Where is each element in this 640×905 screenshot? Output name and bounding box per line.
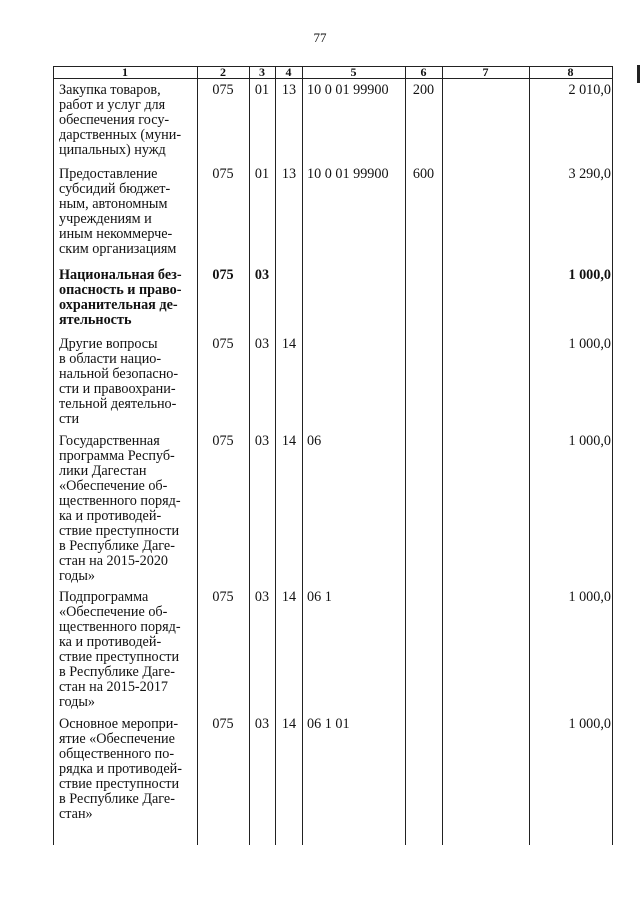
row-target-code: 06 1 xyxy=(307,589,332,605)
row-expense-type: 600 xyxy=(412,166,435,182)
row-target-code: 10 0 01 99900 xyxy=(307,82,389,98)
row-ministry-code: 075 xyxy=(212,166,234,182)
col-border xyxy=(53,66,54,845)
header-col-6: 6 xyxy=(420,65,427,79)
col-border xyxy=(442,66,443,845)
page-number: 77 xyxy=(313,30,327,45)
row-amount: 1 000,0 xyxy=(568,716,611,732)
row-ministry-code: 075 xyxy=(212,589,234,605)
row-ministry-code: 075 xyxy=(212,716,234,732)
row-subsection-code: 14 xyxy=(281,716,297,732)
row-subsection-code: 14 xyxy=(281,589,297,605)
row-name: Национальная без- опасность и право- охранительная де- ятельность xyxy=(59,267,182,328)
header-col-3: 3 xyxy=(259,65,265,79)
row-section-code: 03 xyxy=(254,336,270,352)
row-ministry-code: 075 xyxy=(212,336,234,352)
row-amount: 1 000,0 xyxy=(568,433,611,449)
row-target-code: 10 0 01 99900 xyxy=(307,166,389,182)
row-section-code: 01 xyxy=(254,166,270,182)
row-name: Государственная программа Респуб- лики Дагестан «Обеспечение об- щественного поряд- ка и противодей- ствие преступности в Республике Даге- стан на 2015-2020 годы» xyxy=(59,433,181,584)
row-amount: 1 000,0 xyxy=(568,589,611,605)
row-name: Другие вопросы в области нацио- нальной безопасно- сти и правоохрани- тельной деятельно- сти xyxy=(59,336,179,427)
row-amount: 2 010,0 xyxy=(568,82,611,98)
header-col-2: 2 xyxy=(220,65,226,79)
row-ministry-code: 075 xyxy=(212,82,234,98)
row-ministry-code: 075 xyxy=(212,433,234,449)
row-name: Основное меропри- ятие «Обеспечение общественного по- рядка и противодей- ствие преступности в Республике Даге- стан» xyxy=(59,716,183,822)
row-section-code: 03 xyxy=(254,267,270,283)
col-border xyxy=(612,66,613,845)
row-ministry-code: 075 xyxy=(212,267,234,283)
col-border xyxy=(302,66,303,845)
row-target-code: 06 xyxy=(307,433,322,449)
row-target-code: 06 1 01 xyxy=(307,716,350,732)
row-subsection-code: 14 xyxy=(281,336,297,352)
header-col-1: 1 xyxy=(122,65,128,79)
row-amount: 3 290,0 xyxy=(568,166,611,182)
row-section-code: 01 xyxy=(254,82,270,98)
row-name: Предоставление субсидий бюджет- ным, автономным учреждениям и иным некоммерче- ским организациям xyxy=(59,166,177,257)
row-amount: 1 000,0 xyxy=(568,267,611,283)
row-section-code: 03 xyxy=(254,589,270,605)
row-amount: 1 000,0 xyxy=(568,336,611,352)
header-col-8: 8 xyxy=(567,65,574,79)
row-section-code: 03 xyxy=(254,716,270,732)
budget-table xyxy=(53,66,613,845)
row-section-code: 03 xyxy=(254,433,270,449)
row-subsection-code: 14 xyxy=(281,433,297,449)
row-subsection-code: 13 xyxy=(281,82,297,98)
header-col-7: 7 xyxy=(482,65,489,79)
header-col-5: 5 xyxy=(350,65,357,79)
row-expense-type: 200 xyxy=(412,82,435,98)
row-subsection-code: 13 xyxy=(281,166,297,182)
row-name: Подпрограмма «Обеспечение об- щественного поряд- ка и противодей- ствие преступности в Республике Даге- стан на 2015-2017 годы» xyxy=(59,589,181,710)
header-col-4: 4 xyxy=(285,65,292,79)
row-name: Закупка товаров, работ и услуг для обеспечения госу- дарственных (муни- ципальных) нужд xyxy=(59,82,182,158)
